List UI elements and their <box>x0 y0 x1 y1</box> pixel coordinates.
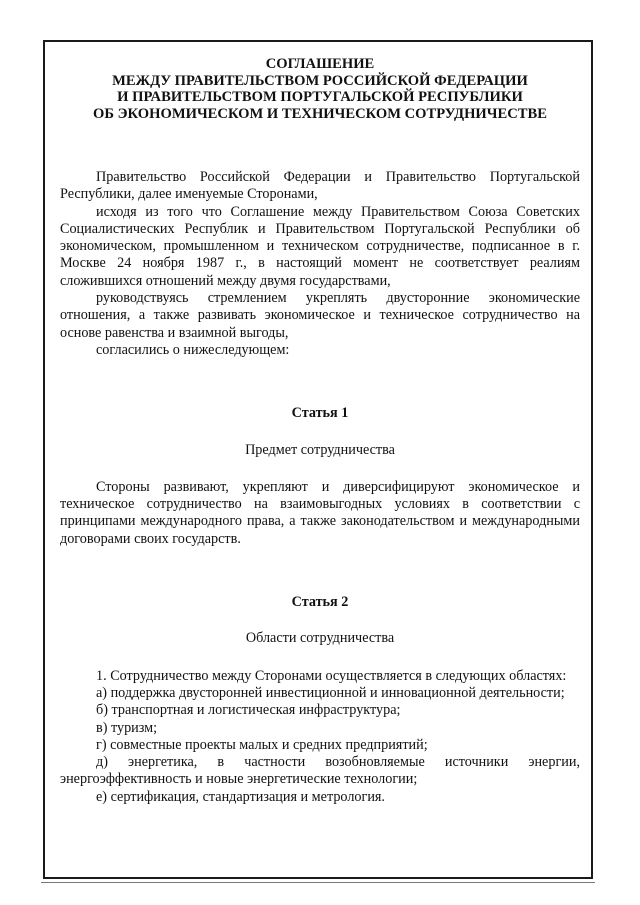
title-line: МЕЖДУ ПРАВИТЕЛЬСТВОМ РОССИЙСКОЙ ФЕДЕРАЦИИ <box>112 72 528 89</box>
list-item: б) транспортная и логистическая инфраструктура; <box>96 702 401 719</box>
list-item: в) туризм; <box>96 719 158 736</box>
preamble-parties: Правительство Российской Федерации и Правительство Португальской Республики, далее именуемые Сторонами, <box>60 169 580 203</box>
list-item: е) сертификация, стандартизация и метрология. <box>96 788 385 805</box>
preamble-guided: руководствуясь стремлением укреплять двусторонние экономические отношения, а также развивать экономическое и техническое сотрудничество на основе равенства и взаимной выгоды, <box>60 290 580 341</box>
list-item: г) совместные проекты малых и средних предприятий; <box>96 736 428 753</box>
article-subject: Предмет сотрудничества <box>245 441 395 458</box>
article-heading: Статья 1 <box>291 405 349 422</box>
title-line: ОБ ЭКОНОМИЧЕСКОМ И ТЕХНИЧЕСКОМ СОТРУДНИЧЕСТВЕ <box>93 105 547 122</box>
list-item: а) поддержка двусторонней инвестиционной и инновационной деятельности; <box>96 684 565 701</box>
article-subject: Области сотрудничества <box>245 630 395 647</box>
article-heading: Статья 2 <box>291 594 349 611</box>
agreement-document <box>60 56 580 806</box>
article-2 <box>60 594 580 806</box>
title-line: СОГЛАШЕНИЕ <box>265 56 375 72</box>
preamble <box>60 169 580 359</box>
article-intro: 1. Сотрудничество между Сторонами осуществляется в следующих областях: <box>96 667 567 684</box>
document-title <box>60 56 580 122</box>
title-line: И ПРАВИТЕЛЬСТВОМ ПОРТУГАЛЬСКОЙ РЕСПУБЛИКИ <box>117 89 523 105</box>
areas-list <box>60 685 580 806</box>
article-body: Стороны развивают, укрепляют и диверсифицируют экономическое и техническое сотрудничество на взаимовыгодных условиях в соответствии с принципами международного права, а также законодательством и международными договорами своих государств. <box>60 478 580 547</box>
preamble-agreed: согласились о нижеследующем: <box>96 341 290 358</box>
article-1 <box>60 405 580 548</box>
preamble-whereas: исходя из того что Соглашение между Правительством Союза Советских Социалистических Республик и Правительством Португальской Республики об экономическом, промышленном и техническом сотрудничестве, подписанное в г. Москве 24 ноября 1987 г., в настоящий момент не соответствует реалиям сложившихся отношений между двумя государствами, <box>60 203 580 289</box>
list-item: д) энергетика, в частности возобновляемые источники энергии, энергоэффективность и новые энергетические технологии; <box>60 754 580 788</box>
